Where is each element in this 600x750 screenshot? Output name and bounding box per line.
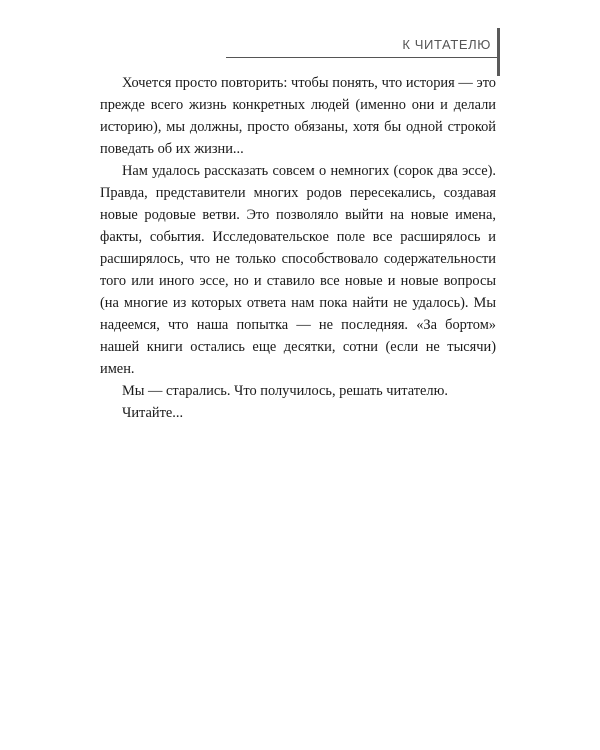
header-vertical-bar (497, 28, 500, 76)
header-rule (226, 57, 497, 58)
paragraph: Нам удалось рассказать совсем о немногих (сорок два эссе). Правда, представители многих родов пересекались, создавая новые родовые ветви. Это позволяло выйти на новые имена, факты, события. Исследовательское поле все расширялось и расширялось, что не только способствовало содержательности того или иного эссе, но и ставило все новые и новые вопросы (на многие из которых ответа нам пока найти не удалось). Мы надеемся, что наша попытка — не последняя. «За бортом» нашей книги остались еще десятки, сотни (если не тысячи) имен. (100, 163, 496, 377)
running-title: К ЧИТАТЕЛЮ (402, 37, 491, 52)
body-text (100, 72, 496, 424)
paragraph: Мы — старались. Что получилось, решать читателю. (122, 383, 448, 399)
paragraph: Хочется просто повторить: чтобы понять, что история — это прежде всего жизнь конкретных людей (именно они и делали историю), мы должны, просто обязаны, хотя бы одной строкой поведать об их жизни... (100, 75, 496, 157)
paragraph: Читайте... (122, 405, 184, 421)
running-head (226, 28, 501, 78)
